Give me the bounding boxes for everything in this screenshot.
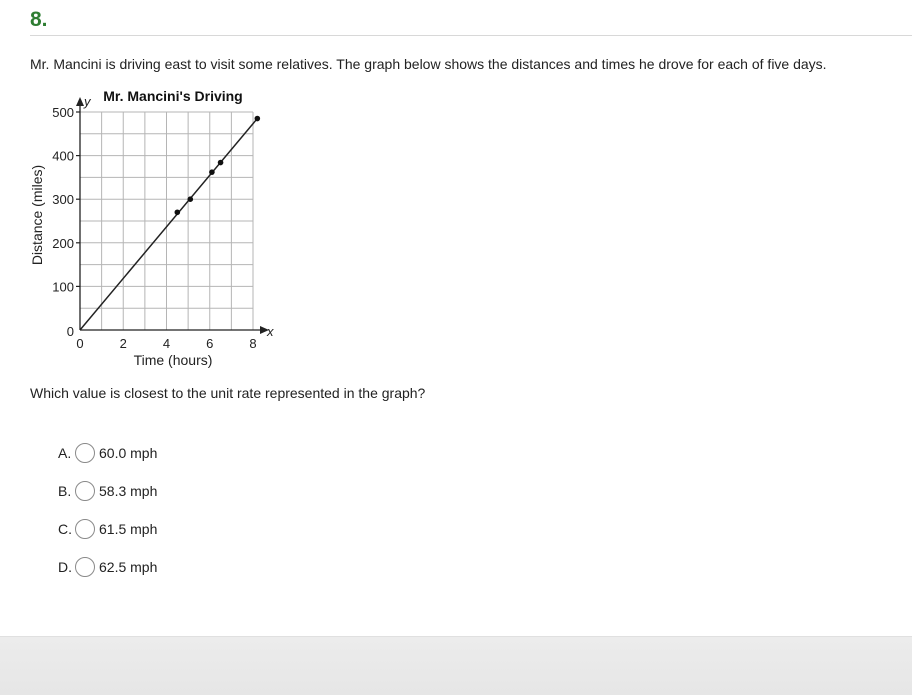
x-tick-label: 2 [119, 336, 127, 351]
x-tick-label: 4 [162, 336, 171, 351]
y-tick-label: 200 [52, 235, 74, 251]
x-tick-label: 0 [76, 336, 84, 351]
y-axis-letter: y [84, 94, 91, 109]
y-axis-label: Distance (miles) [29, 164, 45, 266]
y-tick-label: 300 [52, 192, 74, 208]
series-line [80, 119, 257, 330]
y-tick-label: 0 [66, 324, 74, 339]
choice-c[interactable] [58, 517, 157, 541]
y-axis-arrow [76, 97, 84, 106]
x-axis-label: Time (hours) [133, 352, 213, 368]
y-tick-label: 100 [52, 279, 74, 295]
choice-text: 60.0 mph [99, 445, 158, 461]
question-ask: Which value is closest to the unit rate represented in the graph? [30, 385, 426, 401]
choice-letter: B. [58, 483, 72, 499]
choice-d[interactable] [58, 555, 157, 579]
y-tick-label: 500 [52, 105, 74, 120]
choice-letter: C. [58, 521, 72, 537]
x-tick-label: 6 [206, 336, 214, 351]
data-point [187, 196, 193, 202]
radio-button[interactable] [75, 443, 95, 463]
choice-letter: A. [58, 445, 72, 461]
choice-text: 62.5 mph [99, 559, 158, 575]
choice-letter: D. [58, 559, 72, 575]
y-tick-label: 400 [52, 148, 74, 164]
radio-button[interactable] [75, 557, 95, 577]
data-point [175, 209, 181, 215]
data-point [255, 116, 261, 122]
question-number: 8. [30, 8, 48, 31]
chart-title: Mr. Mancini's Driving [103, 88, 243, 104]
radio-button[interactable] [75, 481, 95, 501]
choice-text: 61.5 mph [99, 521, 158, 537]
data-point [218, 160, 224, 166]
choice-a[interactable] [58, 441, 157, 465]
choice-b[interactable] [58, 479, 157, 503]
data-point [209, 169, 215, 175]
question-prompt: Mr. Mancini is driving east to visit some relatives. The graph below shows the distances and times he drove for each of five days. [30, 56, 827, 72]
choice-text: 58.3 mph [99, 483, 158, 499]
x-tick-label: 8 [249, 336, 257, 351]
radio-button[interactable] [75, 519, 95, 539]
footer-bar [0, 636, 912, 695]
x-axis-letter: x [267, 324, 274, 339]
